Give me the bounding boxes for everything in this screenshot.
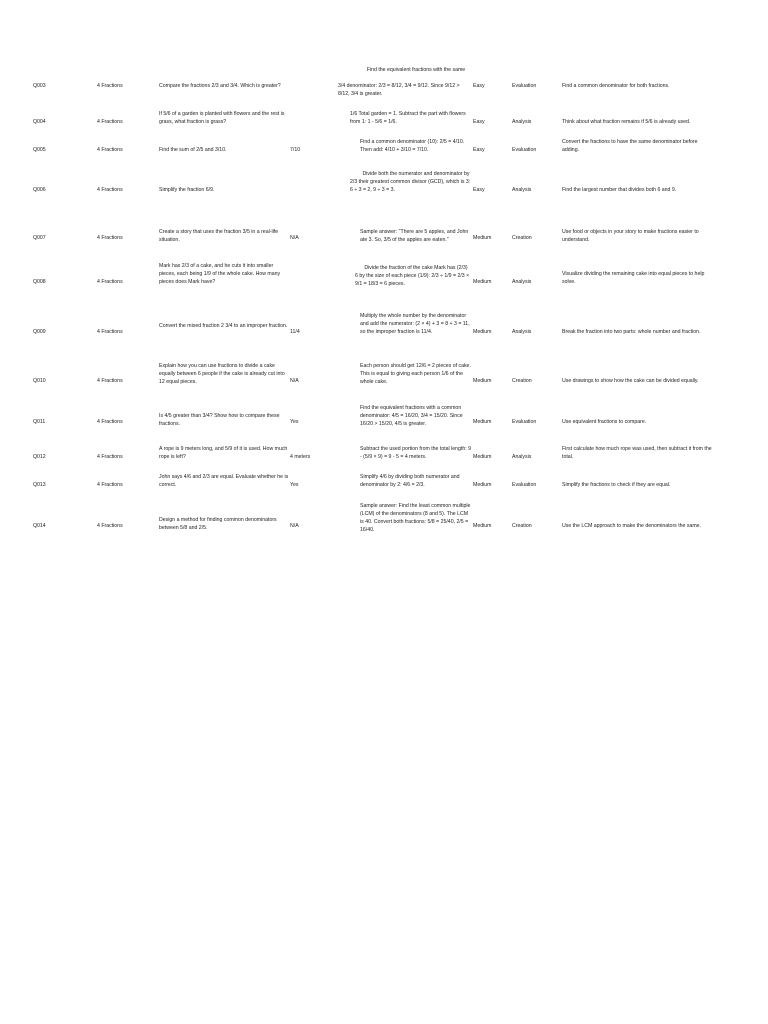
question-id: Q006 <box>33 187 46 193</box>
hint-text: Use the LCM approach to make the denominators the same. <box>562 523 701 529</box>
table-row <box>0 262 768 304</box>
bloom-level: Evaluation <box>512 147 537 153</box>
question-id: Q008 <box>33 279 46 285</box>
grade-topic: 4 Fractions <box>97 482 123 488</box>
table-row <box>0 66 768 106</box>
grade-topic: 4 Fractions <box>97 378 123 384</box>
table-row <box>0 362 768 402</box>
solution-text: 2/3 their greatest common divisor (GCD), which is 3: 6 ÷ 3 = 2, 9 ÷ 3 = 3. <box>350 179 471 193</box>
table-row <box>0 226 768 256</box>
solution-text: 1/6 Total garden = 1. Subtract the part with flowers from 1: 1 - 5/6 = 1/6. <box>350 111 466 125</box>
answer-text: 7/10 <box>290 147 301 153</box>
question-id: Q007 <box>33 235 46 241</box>
difficulty: Medium <box>473 523 492 529</box>
difficulty: Medium <box>473 454 492 460</box>
answer-text: 11/4 <box>290 329 300 335</box>
hint-text: Simplify the fractions to check if they are equal. <box>562 482 671 488</box>
answer-text: N/A <box>290 523 299 529</box>
question-text: Create a story that uses the fraction 3/5 in a real-life situation. <box>159 229 279 243</box>
answer-text: 4 meters <box>290 454 311 460</box>
grade-topic: 4 Fractions <box>97 279 123 285</box>
question-id: Q014 <box>33 523 46 529</box>
grade-topic: 4 Fractions <box>97 329 123 335</box>
hint-text: Break the fraction into two parts: whole number and fraction. <box>562 329 701 335</box>
bloom-level: Analysis <box>512 329 532 335</box>
solution-text: Subtract the used portion from the total length: 9 - (5/9 × 9) = 9 - 5 = 4 meters. <box>360 446 472 460</box>
table-row <box>0 170 768 210</box>
question-id: Q004 <box>33 119 46 125</box>
difficulty: Easy <box>473 187 485 193</box>
question-text: Design a method for finding common denominators between 5/8 and 2/5. <box>159 517 277 531</box>
bloom-level: Analysis <box>512 279 532 285</box>
question-id: Q003 <box>33 83 46 89</box>
question-id: Q010 <box>33 378 46 384</box>
solution-text: Sample answer: Find the least common multiple (LCM) of the denominators (8 and 5). The LCM is 40. Convert both fractions: 5/8 = 25/40, 2/5 = 16/40. <box>360 503 471 533</box>
solution-lead: Divide the fraction of the cake Mark has (2/3) <box>364 265 468 271</box>
bloom-level: Creation <box>512 523 532 529</box>
bloom-level: Analysis <box>512 454 532 460</box>
table-row <box>0 138 768 164</box>
hint-text: Use drawings to show how the cake can be divided equally. <box>562 378 699 384</box>
hint-text: Visualize dividing the remaining cake into equal pieces to help solve. <box>562 271 705 285</box>
grade-topic: 4 Fractions <box>97 147 123 153</box>
difficulty: Medium <box>473 482 492 488</box>
solution-text: 3/4 denominator: 2/3 = 8/12, 3/4 = 9/12. Since 9/12 > 8/12, 3/4 is greater. <box>338 83 460 97</box>
table-row <box>0 445 768 471</box>
table-row <box>0 110 768 136</box>
question-text: Is 4/5 greater than 3/4? Show how to compare these fractions. <box>159 413 280 427</box>
question-id: Q005 <box>33 147 46 153</box>
hint-text: Use equivalent fractions to compare. <box>562 419 647 425</box>
solution-text: Each person should get 12/6 = 2 pieces of cake. This is equal to giving each person 1/6 of the whole cake. <box>360 363 471 385</box>
grade-topic: 4 Fractions <box>97 119 123 125</box>
solution-text: 6 by the size of each piece (1/9): 2/3 ÷ 1/9 = 2/3 × 9/1 = 18/3 = 6 pieces. <box>355 273 470 287</box>
grade-topic: 4 Fractions <box>97 523 123 529</box>
answer-text: N/A <box>290 235 299 241</box>
solution-lead: Divide both the numerator and denominator by <box>362 171 470 177</box>
question-text: A rope is 9 meters long, and 5/9 of it is used. How much rope is left? <box>159 446 288 460</box>
solution-text: Simplify 4/6 by dividing both numerator and denominator by 2: 4/6 = 2/3. <box>360 474 460 488</box>
difficulty: Medium <box>473 419 492 425</box>
question-text: Explain how you can use fractions to divide a cake equally between 6 people if the cake is already cut into 12 equal pieces. <box>159 363 285 385</box>
grade-topic: 4 Fractions <box>97 454 123 460</box>
bloom-level: Analysis <box>512 187 532 193</box>
hint-text: Find a common denominator for both fractions. <box>562 83 670 89</box>
table-row <box>0 502 768 552</box>
question-text: Compare the fractions 2/3 and 3/4. Which is greater? <box>159 83 281 89</box>
solution-text: Multiply the whole number by the denominator and add the numerator: (2 × 4) + 3 = 8 + 3 = 11, so the improper fraction is 11/4. <box>360 313 470 335</box>
hint-text: Use food or objects in your story to make fractions easier to understand. <box>562 229 699 243</box>
answer-text: Yes <box>290 482 299 488</box>
question-text: Find the sum of 2/5 and 3/10. <box>159 147 227 153</box>
grade-topic: 4 Fractions <box>97 83 123 89</box>
bloom-level: Evaluation <box>512 83 537 89</box>
question-text: If 5/6 of a garden is planted with flowers and the rest is grass, what fraction is grass? <box>159 111 285 125</box>
question-id: Q011 <box>33 419 46 425</box>
question-text: Simplify the fraction 6/9. <box>159 187 215 193</box>
grade-topic: 4 Fractions <box>97 419 123 425</box>
hint-text: Convert the fractions to have the same denominator before adding. <box>562 139 698 153</box>
difficulty: Medium <box>473 279 492 285</box>
hint-text: First calculate how much rope was used, then subtract it from the total. <box>562 446 712 460</box>
grade-topic: 4 Fractions <box>97 235 123 241</box>
solution-text: Find the equivalent fractions with a common denominator: 4/5 = 16/20, 3/4 = 15/20. Since 16/20 > 15/20, 4/5 is greater. <box>360 405 463 427</box>
difficulty: Easy <box>473 119 485 125</box>
bloom-level: Evaluation <box>512 482 537 488</box>
hint-text: Find the largest number that divides both 6 and 9. <box>562 187 677 193</box>
table-row <box>0 473 768 499</box>
difficulty: Easy <box>473 147 485 153</box>
bloom-level: Creation <box>512 378 532 384</box>
question-id: Q013 <box>33 482 46 488</box>
solution-text: Sample answer: "There are 5 apples, and John ate 3. So, 3/5 of the apples are eaten." <box>360 229 469 243</box>
question-id: Q009 <box>33 329 46 335</box>
difficulty: Easy <box>473 83 485 89</box>
question-text: Mark has 2/3 of a cake, and he cuts it into smaller pieces, each being 1/9 of the whole cake. How many pieces does Mark have? <box>159 263 281 285</box>
bloom-level: Evaluation <box>512 419 537 425</box>
difficulty: Medium <box>473 235 492 241</box>
solution-lead: Find the equivalent fractions with the same <box>366 67 466 73</box>
bloom-level: Analysis <box>512 119 532 125</box>
solution-text: Find a common denominator (10): 2/5 = 4/10. Then add: 4/10 + 3/10 = 7/10. <box>360 139 465 153</box>
table-row <box>0 404 768 442</box>
difficulty: Medium <box>473 329 492 335</box>
question-id: Q012 <box>33 454 46 460</box>
answer-text: N/A <box>290 378 299 384</box>
table-row <box>0 312 768 352</box>
question-text: John says 4/6 and 2/3 are equal. Evaluate whether he is correct. <box>159 474 289 488</box>
grade-topic: 4 Fractions <box>97 187 123 193</box>
bloom-level: Creation <box>512 235 532 241</box>
answer-text: Yes <box>290 419 299 425</box>
difficulty: Medium <box>473 378 492 384</box>
question-text: Convert the mixed fraction 2 3/4 to an improper fraction. <box>159 323 288 329</box>
hint-text: Think about what fraction remains if 5/6 is already used. <box>562 119 691 125</box>
